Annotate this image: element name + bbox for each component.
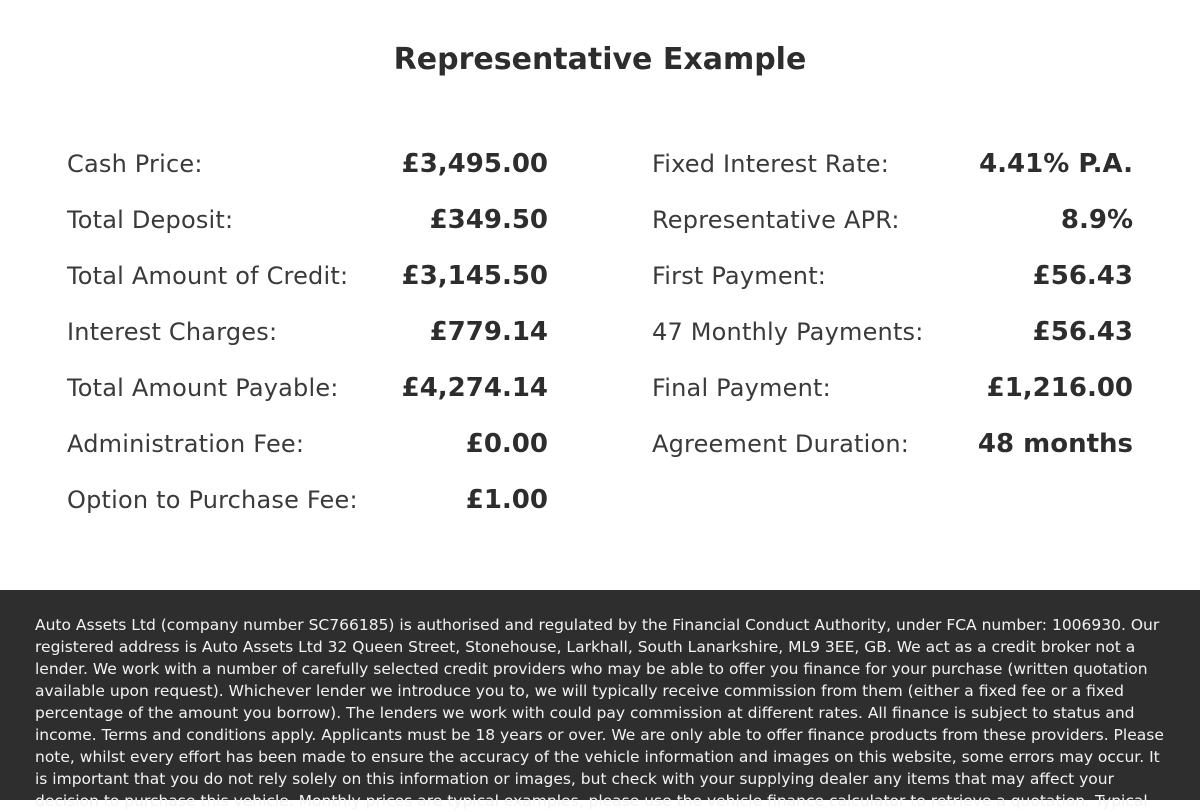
- detail-row-option-to-purchase-fee: [67, 472, 548, 528]
- detail-label: First Payment:: [652, 262, 827, 290]
- detail-value: £56.43: [1032, 317, 1133, 347]
- detail-label: Representative APR:: [652, 206, 900, 234]
- detail-row-monthly-payments: [652, 304, 1133, 360]
- disclaimer-text: Auto Assets Ltd (company number SC766185) is authorised and regulated by the Financial Conduct Authority, under FCA number: 1006930. Our registered address is Auto Assets Ltd 32 Queen Street, Stonehouse, Larkhall, South Lanarkshire, ML9 3EE, GB. We act as a credit broker not a lender. We work with a number of carefully selected credit providers who may be able to offer you finance for your purchase (written quotation available upon request). Whichever lender we introduce you to, we will typically receive commission from them (either a fixed fee or a fixed percentage of the amount you borrow). The lenders we work with could pay commission at different rates. All finance is subject to status and income. Terms and conditions apply. Applicants must be 18 years or over. We are only able to offer finance products from these providers. Please note, whilst every effort has been made to ensure the accuracy of the vehicle information and images on this website, some errors may occur. It is important that you do not rely solely on this information or images, but check with your supplying dealer any items that may affect your decision to purchase this vehicle. Monthly prices are typical examples, please use the vehicle finance calculator to retrieve a quotation. Typical: [35, 616, 1164, 810]
- detail-row-cash-price: [67, 136, 548, 192]
- detail-row-first-payment: [652, 248, 1133, 304]
- detail-row-agreement-duration: [652, 416, 1133, 472]
- detail-value: £1.00: [465, 485, 548, 515]
- detail-label: Fixed Interest Rate:: [652, 150, 890, 178]
- finance-details-right-column: [652, 136, 1133, 472]
- finance-disclaimer-panel: [0, 590, 1200, 810]
- detail-value: £3,495.00: [401, 149, 548, 179]
- detail-row-fixed-interest-rate: [652, 136, 1133, 192]
- detail-value: £0.00: [465, 429, 548, 459]
- detail-value: £779.14: [429, 317, 548, 347]
- detail-label: Administration Fee:: [67, 430, 305, 458]
- detail-value: 48 months: [977, 429, 1133, 459]
- detail-value: £4,274.14: [401, 373, 548, 403]
- detail-label: Total Amount Payable:: [67, 374, 339, 402]
- detail-row-total-amount-payable: [67, 360, 548, 416]
- detail-row-administration-fee: [67, 416, 548, 472]
- detail-row-representative-apr: [652, 192, 1133, 248]
- detail-value: £349.50: [429, 205, 548, 235]
- detail-label: Interest Charges:: [67, 318, 278, 346]
- page-title: Representative Example: [393, 42, 807, 77]
- detail-label: Final Payment:: [652, 374, 831, 402]
- detail-row-final-payment: [652, 360, 1133, 416]
- detail-label: Total Deposit:: [67, 206, 234, 234]
- detail-row-interest-charges: [67, 304, 548, 360]
- detail-label: Option to Purchase Fee:: [67, 486, 358, 514]
- detail-value: £56.43: [1032, 261, 1133, 291]
- finance-details-left-column: [67, 136, 548, 528]
- detail-label: 47 Monthly Payments:: [652, 318, 924, 346]
- detail-value: £3,145.50: [401, 261, 548, 291]
- detail-row-total-deposit: [67, 192, 548, 248]
- detail-value: 8.9%: [1060, 205, 1133, 235]
- detail-label: Agreement Duration:: [652, 430, 910, 458]
- detail-value: £1,216.00: [986, 373, 1133, 403]
- detail-label: Total Amount of Credit:: [67, 262, 349, 290]
- detail-value: 4.41% P.A.: [979, 149, 1133, 179]
- detail-label: Cash Price:: [67, 150, 203, 178]
- detail-row-total-amount-of-credit: [67, 248, 548, 304]
